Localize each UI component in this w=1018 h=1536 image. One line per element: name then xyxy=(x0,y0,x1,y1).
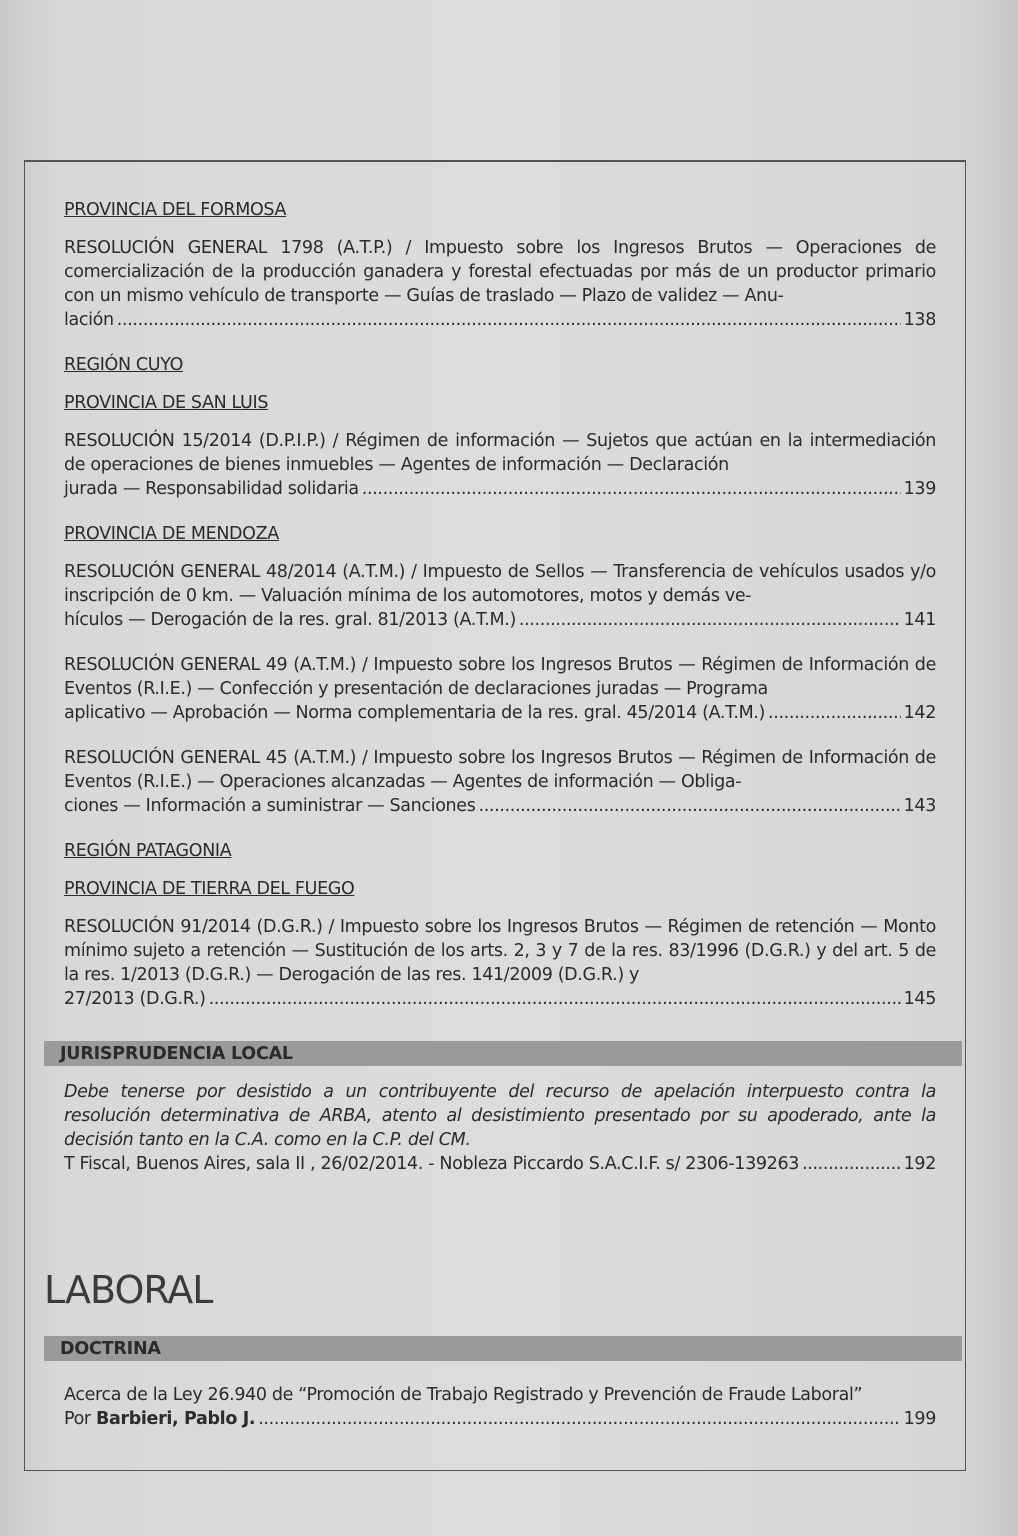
entry-text-end: ciones — Información a suministrar — Sanciones xyxy=(64,796,476,816)
toc-entry xyxy=(64,746,936,818)
dot-leader xyxy=(362,477,901,501)
page-number: 145 xyxy=(903,989,936,1009)
entry-text-end: hículos — Derogación de la res. gral. 81/2013 (A.T.M.) xyxy=(64,610,516,630)
entry-text: RESOLUCIÓN GENERAL 45 (A.T.M.) / Impuesto sobre los Ingresos Brutos — Régimen de Información de Eventos (R.I.E.) — Operaciones alcanzadas — Agentes de información — Obliga- xyxy=(64,748,936,792)
author-name: Barbieri, Pablo J. xyxy=(96,1409,256,1429)
dot-leader xyxy=(258,1407,900,1431)
toc-entry xyxy=(64,653,936,725)
page-number: 199 xyxy=(903,1409,936,1429)
entry-text-end: aplicativo — Aprobación — Norma complementaria de la res. gral. 45/2014 (A.T.M.) xyxy=(64,703,766,723)
entry-text-end: jurada — Responsabilidad solidaria xyxy=(64,479,359,499)
page-number: 143 xyxy=(903,796,936,816)
section-heading: PROVINCIA DE MENDOZA xyxy=(64,524,279,544)
dot-leader xyxy=(117,308,901,332)
case-citation: T Fiscal, Buenos Aires, sala II , 26/02/2014. - Nobleza Piccardo S.A.C.I.F. s/ 2306-139263 xyxy=(64,1154,800,1174)
dot-leader xyxy=(209,987,901,1011)
table-of-contents xyxy=(60,198,936,1197)
page-number: 192 xyxy=(903,1154,936,1174)
entry-text: RESOLUCIÓN GENERAL 49 (A.T.M.) / Impuesto sobre los Ingresos Brutos — Régimen de Información de Eventos (R.I.E.) — Confección y presentación de declaraciones juradas — Programa xyxy=(64,655,936,699)
chapter-title: LABORAL xyxy=(44,1268,213,1312)
dot-leader xyxy=(802,1152,901,1176)
entry-text: RESOLUCIÓN 91/2014 (D.G.R.) / Impuesto sobre los Ingresos Brutos — Régimen de retención — Monto mínimo sujeto a retención — Sustitución de los arts. 2, 3 y 7 de la res. 83/1996 (D.G.R.) y del art. 5 de la res. 1/2013 (D.G.R.) — Derogación de las res. 141/2009 (D.G.R.) y xyxy=(64,917,936,985)
region-heading: REGIÓN PATAGONIA xyxy=(64,841,232,861)
entry-text-end: 27/2013 (D.G.R.) xyxy=(64,989,206,1009)
entry-text: RESOLUCIÓN GENERAL 1798 (A.T.P.) / Impuesto sobre los Ingresos Brutos — Operaciones de comercialización de la producción ganadera y forestal efectuadas por más de un productor primario con un mismo vehículo de transporte — Guías de traslado — Plazo de validez — Anu- xyxy=(64,238,936,306)
page-number: 139 xyxy=(903,479,936,499)
section-bar-doctrina: DOCTRINA xyxy=(44,1336,962,1361)
entry-text: Acerca de la Ley 26.940 de “Promoción de Trabajo Registrado y Prevención de Fraude Laboral” xyxy=(64,1385,863,1405)
toc-entry xyxy=(64,429,936,501)
dot-leader xyxy=(768,701,901,725)
section-heading: PROVINCIA DEL FORMOSA xyxy=(64,200,287,220)
entry-text: RESOLUCIÓN GENERAL 48/2014 (A.T.M.) / Impuesto de Sellos — Transferencia de vehículos usados y/o inscripción de 0 km. — Valuación mínima de los automotores, motos y demás ve- xyxy=(64,562,936,606)
section-bar-jurisprudencia: JURISPRUDENCIA LOCAL xyxy=(44,1041,962,1066)
case-summary: Debe tenerse por desistido a un contribuyente del recurso de apelación interpuesto contra la resolución determinativa de ARBA, atento al desistimiento presentado por su apoderado, ante la decisión tanto en la C.A. como en la C.P. del CM. xyxy=(64,1082,936,1150)
toc-entry xyxy=(64,236,936,332)
dot-leader xyxy=(519,608,901,632)
author-prefix: Por xyxy=(64,1409,91,1429)
dot-leader xyxy=(478,794,900,818)
section-heading: PROVINCIA DE TIERRA DEL FUEGO xyxy=(64,879,355,899)
page-number: 141 xyxy=(903,610,936,630)
laboral-contents xyxy=(60,1336,936,1452)
entry-text: RESOLUCIÓN 15/2014 (D.P.I.P.) / Régimen de información — Sujetos que actúan en la intermediación de operaciones de bienes inmuebles — Agentes de información — Declaración xyxy=(64,431,936,475)
page-number: 138 xyxy=(903,310,936,330)
toc-entry xyxy=(64,560,936,632)
toc-entry xyxy=(64,915,936,1011)
entry-text-end: lación xyxy=(64,310,114,330)
region-heading: REGIÓN CUYO xyxy=(64,355,184,375)
section-heading: PROVINCIA DE SAN LUIS xyxy=(64,393,269,413)
page-number: 142 xyxy=(903,703,936,723)
toc-entry xyxy=(64,1383,936,1431)
toc-entry xyxy=(64,1080,936,1176)
